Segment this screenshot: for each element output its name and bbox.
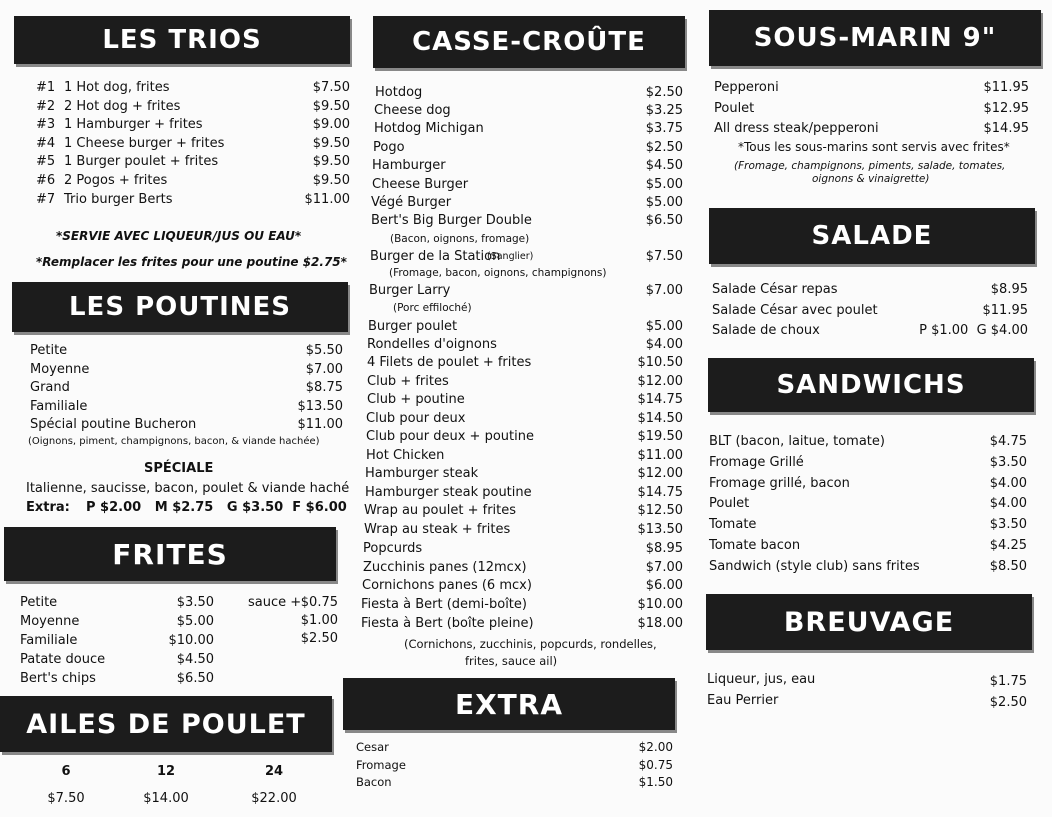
salade-item-name: Salade César avec poulet — [712, 302, 878, 318]
poutine-item-price: $11.00 — [297, 417, 343, 433]
frites-item-price: $5.00 — [176, 614, 214, 629]
sousmarin-item-name: Poulet — [714, 100, 755, 116]
poutines-title: LES POUTINES — [68, 292, 292, 322]
fiesta-description-1: (Cornichons, zucchinis, popcurds, rondelles, — [404, 637, 657, 651]
trios-item-number: #5 — [36, 154, 56, 170]
extra-item-name: Cesar — [356, 740, 389, 754]
casse-item-price: $10.00 — [637, 597, 683, 612]
casse-item-price: $3.75 — [645, 121, 683, 136]
casse-item-name: 4 Filets de poulet + frites — [367, 355, 532, 370]
poutine-item-name: Familiale — [30, 398, 88, 414]
casse-item-price: $7.00 — [645, 560, 683, 575]
sousmarin-title: SOUS-MARIN 9" — [753, 23, 997, 53]
sousmarin-note: *Tous les sous-marins sont servis avec frites* — [738, 140, 1010, 154]
sauce-price: $0.75 — [300, 595, 338, 610]
poutine-item-price: $8.75 — [305, 380, 343, 396]
casse-item-name: Hamburger steak — [365, 466, 479, 481]
trios-item-price: $9.50 — [312, 135, 350, 151]
casse-item-price: $12.00 — [637, 466, 683, 481]
trios-item-name: Trio burger Berts — [64, 191, 173, 207]
casse-item-name: Club pour deux — [366, 411, 466, 426]
casse-item-description: (Bacon, oignons, fromage) — [390, 233, 530, 245]
sandwich-item-price: $4.75 — [989, 434, 1027, 449]
casse-item-name: Pogo — [373, 140, 405, 155]
sandwich-item-name: Fromage Grillé — [709, 454, 804, 470]
breuvage-item-price: $2.50 — [989, 695, 1027, 710]
trios-title: LES TRIOS — [102, 25, 262, 55]
casse-item-price: $18.00 — [637, 616, 683, 631]
poutine-item-name: Spécial poutine Bucheron — [30, 417, 197, 433]
trios-item-name: 2 Pogos + frites — [64, 173, 168, 188]
trios-item-price: $9.50 — [312, 98, 350, 114]
trios-item-price: $9.50 — [312, 173, 350, 188]
poutine-item-price: $7.00 — [305, 361, 343, 377]
poutine-extra-prices: P $2.00 M $2.75 G $3.50 F $6.00 — [86, 500, 347, 515]
trios-item-number: #2 — [36, 98, 56, 114]
ailes-price: $7.50 — [47, 791, 85, 806]
sousmarin-description-2: oignons & vinaigrette) — [812, 173, 930, 185]
casse-item-price: $8.95 — [645, 541, 683, 556]
trios-note-poutine: *Remplacer les frites pour une poutine $2.75* — [36, 255, 347, 269]
frites-item-name: Patate douce — [20, 652, 106, 667]
salade-item-price: $8.95 — [990, 282, 1028, 297]
sousmarin-item-price: $12.95 — [983, 100, 1029, 116]
poutine-item-name: Petite — [30, 343, 68, 358]
casse-item-name: Club + poutine — [367, 392, 465, 407]
breuvage-item-price: $1.75 — [989, 674, 1027, 689]
section-header-extra — [343, 678, 675, 730]
sandwichs-title: SANDWICHS — [776, 370, 966, 400]
casse-item-name: Rondelles d'oignons — [367, 337, 497, 352]
breuvage-item-name: Liqueur, jus, eau — [707, 672, 816, 687]
casse-item-price: $10.50 — [637, 355, 683, 370]
sanglier-note: (Sanglier) — [487, 251, 534, 262]
casse-item-name: Bert's Big Burger Double — [371, 213, 532, 228]
casse-item-price: $6.00 — [645, 578, 683, 593]
section-header-breuvage — [706, 594, 1032, 650]
casse-item-price: $5.00 — [645, 319, 683, 334]
casse-item-price: $19.50 — [637, 429, 683, 444]
trios-item-number: #4 — [36, 135, 56, 151]
salade-item-price: $11.95 — [982, 302, 1028, 318]
extra-item-name: Bacon — [356, 775, 392, 789]
breuvage-title: BREUVAGE — [783, 606, 955, 638]
casse-title: CASSE-CROÛTE — [412, 27, 646, 57]
trios-item-number: #1 — [36, 80, 56, 95]
trios-item-price: $11.00 — [304, 191, 350, 207]
sandwich-item-price: $3.50 — [989, 454, 1027, 470]
casse-item-price: $4.00 — [645, 337, 683, 352]
fiesta-description-2: frites, sauce ail) — [465, 654, 558, 668]
frites-item-price: $3.50 — [176, 595, 214, 610]
casse-item-name: Club pour deux + poutine — [366, 429, 534, 444]
casse-item-price: $4.50 — [645, 158, 683, 173]
casse-item-price: $5.00 — [645, 195, 683, 210]
poutine-item-price: $13.50 — [297, 398, 343, 414]
casse-item-price: $7.50 — [645, 249, 683, 264]
salade-title: SALADE — [811, 221, 933, 251]
section-header-salade — [709, 208, 1035, 264]
sandwich-item-price: $8.50 — [989, 558, 1027, 574]
frites-item-name: Moyenne — [20, 614, 80, 629]
extra-title: EXTRA — [454, 687, 564, 721]
extra-item-price: $1.50 — [638, 775, 673, 789]
bucheron-description: (Oignons, piment, champignons, bacon, & viande hachée) — [28, 436, 320, 447]
casse-item-name: Hamburger — [372, 158, 446, 173]
trios-item-number: #7 — [36, 191, 56, 207]
sousmarin-description-1: (Fromage, champignons, piments, salade, tomates, — [734, 160, 1006, 172]
casse-item-price: $2.50 — [645, 140, 683, 155]
section-header-frites — [4, 527, 336, 581]
sandwich-item-name: Fromage grillé, bacon — [709, 475, 850, 491]
sandwich-item-price: $4.00 — [989, 496, 1027, 512]
frites-item-price: $10.00 — [168, 633, 214, 648]
casse-item-name: Cheese dog — [374, 103, 451, 118]
casse-item-name: Hotdog — [375, 85, 423, 100]
salade-item-name: Salade de choux — [712, 323, 820, 338]
sandwich-item-price: $4.00 — [989, 475, 1027, 491]
casse-item-name: Fiesta à Bert (demi-boîte) — [361, 597, 527, 612]
section-header-casse-croute — [373, 16, 685, 68]
casse-item-description: (Fromage, bacon, oignons, champignons) — [389, 267, 607, 279]
speciale-description: Italienne, saucisse, bacon, poulet & viande haché — [26, 481, 350, 496]
casse-item-name: Wrap au steak + frites — [364, 522, 511, 537]
casse-item-price: $13.50 — [637, 522, 683, 537]
trios-note-drink: *SERVIE AVEC LIQUEUR/JUS OU EAU* — [56, 229, 302, 243]
ailes-count: 24 — [264, 764, 284, 779]
casse-item-price: $11.00 — [637, 448, 683, 463]
ailes-count: 6 — [61, 764, 71, 779]
breuvage-item-name: Eau Perrier — [707, 693, 779, 708]
sandwich-item-name: Poulet — [709, 496, 750, 512]
casse-item-name: Burger poulet — [368, 319, 458, 334]
casse-item-name: Hot Chicken — [366, 448, 445, 463]
sauce-price: $2.50 — [300, 631, 338, 646]
casse-item-name: Popcurds — [363, 541, 423, 556]
section-header-ailes — [0, 696, 332, 752]
frites-title: FRITES — [112, 537, 228, 571]
section-header-sous-marin — [709, 10, 1041, 66]
sousmarin-item-price: $11.95 — [983, 80, 1029, 95]
sandwich-item-name: Tomate — [709, 517, 757, 533]
sousmarin-item-name: Pepperoni — [714, 80, 779, 95]
sauce-price: $1.00 — [300, 613, 338, 628]
sousmarin-item-price: $14.95 — [983, 121, 1029, 136]
trios-item-price: $7.50 — [312, 80, 350, 95]
trios-item-name: 2 Hot dog + frites — [64, 98, 181, 114]
sandwich-item-name: Sandwich (style club) sans frites — [709, 558, 920, 574]
ailes-price: $22.00 — [251, 791, 297, 806]
extra-item-name: Fromage — [356, 757, 406, 772]
sandwich-item-name: Tomate bacon — [709, 538, 801, 553]
sousmarin-item-name: All dress steak/pepperoni — [714, 121, 879, 136]
trios-item-price: $9.50 — [312, 154, 350, 170]
casse-item-price: $2.50 — [645, 85, 683, 100]
casse-item-name: Hotdog Michigan — [374, 121, 484, 136]
extra-item-price: $2.00 — [638, 740, 673, 754]
section-header-sandwichs — [708, 358, 1034, 412]
trios-item-name: 1 Hot dog, frites — [64, 80, 170, 95]
sandwich-item-price: $3.50 — [989, 517, 1027, 533]
casse-item-price: $3.25 — [645, 103, 683, 118]
poutine-item-name: Moyenne — [30, 361, 90, 377]
casse-item-name: Végé Burger — [371, 195, 452, 210]
casse-item-name: Wrap au poulet + frites — [364, 503, 517, 518]
casse-item-description: (Porc effiloché) — [393, 302, 472, 314]
trios-item-number: #6 — [36, 173, 56, 188]
frites-item-name: Familiale — [20, 633, 78, 648]
ailes-count: 12 — [156, 764, 176, 779]
casse-item-name: Burger Larry — [369, 283, 451, 298]
trios-item-number: #3 — [36, 117, 56, 133]
frites-item-name: Bert's chips — [20, 671, 96, 686]
casse-item-price: $14.75 — [637, 485, 683, 500]
casse-item-price: $12.00 — [637, 374, 683, 389]
casse-item-price: $14.50 — [637, 411, 683, 426]
casse-item-name: Hamburger steak poutine — [365, 485, 532, 500]
speciale-title: SPÉCIALE — [144, 461, 214, 476]
casse-item-price: $12.50 — [637, 503, 683, 518]
trios-item-name: 1 Burger poulet + frites — [64, 154, 219, 170]
sandwich-item-price: $4.25 — [989, 538, 1027, 553]
salade-item-price: P $1.00 G $4.00 — [919, 323, 1028, 338]
casse-item-name: Cornichons panes (6 mcx) — [362, 578, 532, 593]
casse-item-price: $5.00 — [645, 177, 683, 192]
poutine-item-price: $5.50 — [305, 343, 343, 358]
poutine-extra-label: Extra: — [26, 500, 70, 515]
frites-item-price: $4.50 — [176, 652, 214, 667]
trios-item-name: 1 Cheese burger + frites — [64, 135, 225, 151]
poutine-item-name: Grand — [30, 380, 70, 396]
section-header-trios — [14, 16, 350, 64]
frites-item-price: $6.50 — [176, 671, 214, 686]
ailes-price: $14.00 — [143, 791, 189, 806]
casse-item-name: Cheese Burger — [372, 177, 469, 192]
casse-item-name: Fiesta à Bert (boîte pleine) — [361, 616, 534, 631]
sandwich-item-name: BLT (bacon, laitue, tomate) — [709, 434, 885, 449]
casse-item-price: $6.50 — [645, 213, 683, 228]
casse-item-name: Zucchinis panes (12mcx) — [363, 560, 527, 575]
casse-item-name: Club + frites — [367, 374, 449, 389]
ailes-title: AILES DE POULET — [26, 708, 306, 740]
extra-item-price: $0.75 — [638, 757, 673, 772]
frites-item-name: Petite — [20, 595, 58, 610]
trios-item-name: 1 Hamburger + frites — [64, 117, 203, 133]
salade-item-name: Salade César repas — [712, 282, 838, 297]
trios-item-price: $9.00 — [312, 117, 350, 133]
sauce-label: sauce + — [248, 595, 302, 610]
casse-item-name: Burger de la Station — [370, 249, 501, 264]
section-header-poutines — [12, 282, 348, 332]
casse-item-price: $14.75 — [637, 392, 683, 407]
casse-item-price: $7.00 — [645, 283, 683, 298]
